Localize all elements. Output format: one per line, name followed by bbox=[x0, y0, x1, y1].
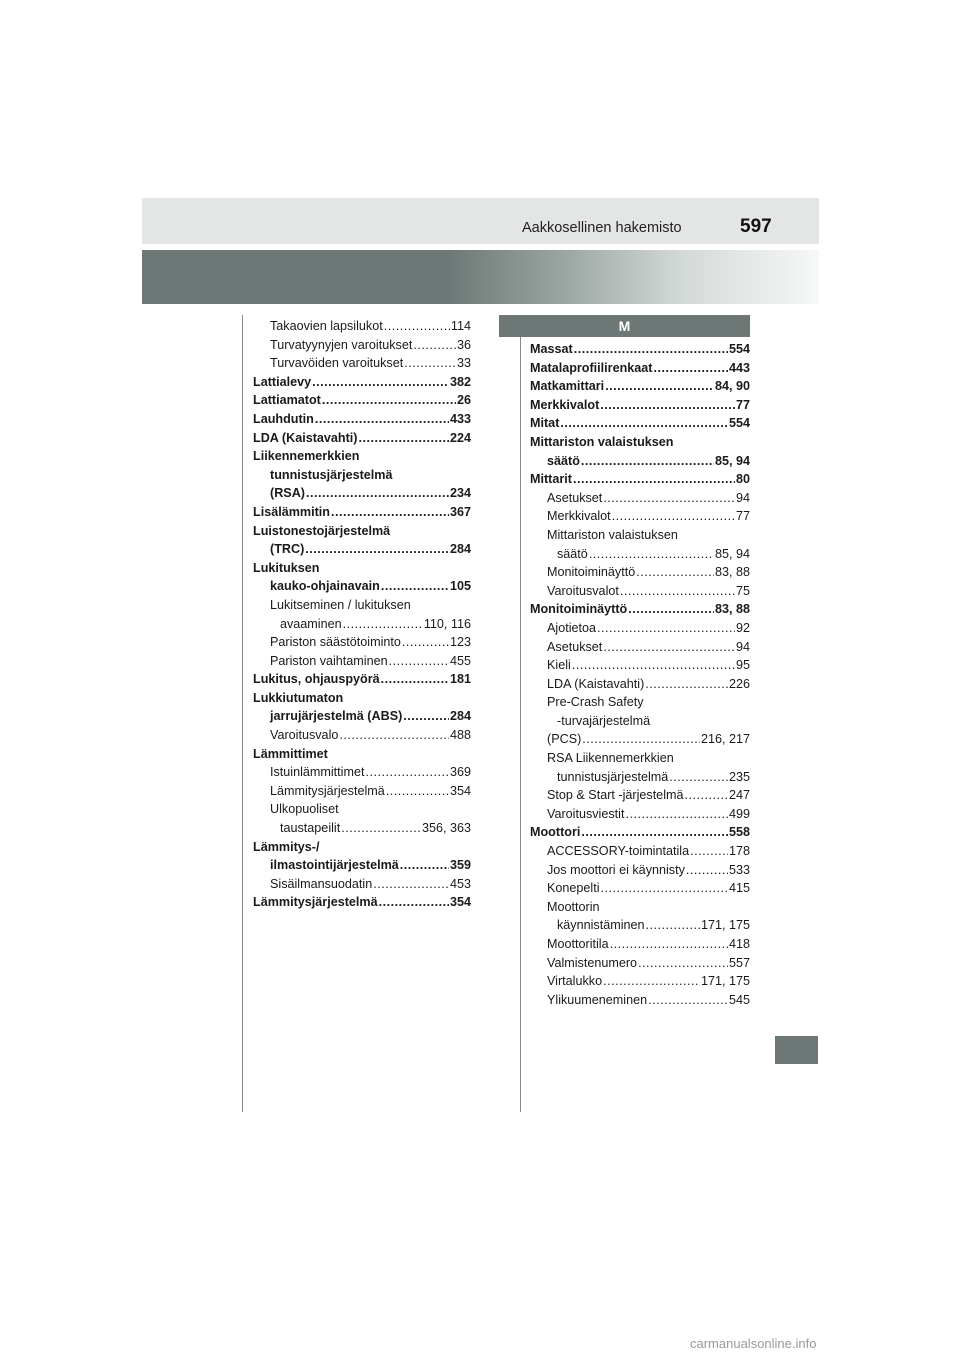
entry-page-ref: 443 bbox=[728, 360, 750, 375]
dot-leader bbox=[312, 373, 449, 392]
index-entry bbox=[530, 359, 750, 378]
index-entry bbox=[530, 470, 750, 489]
dot-leader bbox=[589, 545, 714, 564]
entry-page-ref: 533 bbox=[728, 862, 750, 877]
index-entry bbox=[253, 484, 471, 503]
index-entry: Luistonestojärjestelmä bbox=[253, 523, 391, 538]
entry-term: (TRC) bbox=[270, 542, 305, 557]
watermark: carmanualsonline.info bbox=[690, 1336, 817, 1351]
entry-term: LDA (Kaistavahti) bbox=[253, 430, 358, 445]
entry-term: Takaovien lapsilukot bbox=[270, 319, 383, 333]
dot-leader bbox=[610, 935, 728, 954]
entry-term: Konepelti bbox=[547, 881, 600, 896]
entry-term: Lukitus, ohjauspyörä bbox=[253, 672, 380, 687]
dot-leader bbox=[636, 563, 714, 582]
index-entry bbox=[530, 638, 750, 657]
dot-leader bbox=[560, 414, 728, 433]
index-entry bbox=[253, 707, 471, 726]
index-entry bbox=[253, 615, 471, 634]
index-entry bbox=[530, 842, 750, 861]
index-entry: Liikennemerkkien bbox=[253, 449, 360, 464]
index-entry bbox=[530, 805, 750, 824]
entry-term: Massat bbox=[530, 342, 573, 356]
index-entry: Lämmitys-/ bbox=[253, 839, 320, 854]
index-entry bbox=[530, 507, 750, 526]
entry-page-ref: 216, 217 bbox=[700, 732, 750, 747]
header-banner bbox=[142, 250, 819, 304]
entry-term: säätö bbox=[547, 453, 580, 468]
entry-term: jarrujärjestelmä (ABS) bbox=[270, 709, 403, 724]
index-entry bbox=[530, 916, 750, 935]
entry-page-ref: 33 bbox=[456, 356, 471, 371]
dot-leader bbox=[343, 615, 423, 634]
entry-term: LDA (Kaistavahti) bbox=[547, 676, 645, 691]
index-entry bbox=[253, 429, 471, 448]
dot-leader bbox=[628, 600, 714, 619]
index-entry bbox=[530, 414, 750, 433]
entry-term: säätö bbox=[557, 546, 588, 561]
entry-term: Asetukset bbox=[547, 490, 603, 505]
entry-page-ref: 415 bbox=[728, 881, 750, 896]
entry-page-ref: 83, 88 bbox=[714, 565, 750, 580]
entry-page-ref: 94 bbox=[735, 490, 750, 505]
index-column-left bbox=[253, 317, 471, 912]
entry-term: Lattiamatot bbox=[253, 393, 321, 408]
entry-term: Ylikuumeneminen bbox=[547, 992, 648, 1007]
entry-page-ref: 123 bbox=[449, 635, 471, 650]
entry-term: Asetukset bbox=[547, 639, 603, 654]
index-column-right bbox=[530, 340, 750, 1009]
entry-page-ref: 488 bbox=[449, 728, 471, 743]
entry-page-ref: 356, 363 bbox=[421, 821, 471, 836]
dot-leader bbox=[686, 861, 728, 880]
entry-term: avaaminen bbox=[280, 616, 342, 631]
entry-page-ref: 80 bbox=[735, 472, 750, 487]
entry-page-ref: 171, 175 bbox=[700, 918, 750, 933]
entry-page-ref: 178 bbox=[728, 844, 750, 859]
index-entry bbox=[253, 782, 471, 801]
entry-term: Istuinlämmittimet bbox=[270, 765, 365, 780]
index-entry bbox=[530, 340, 750, 359]
dot-leader bbox=[601, 879, 728, 898]
entry-page-ref: 77 bbox=[735, 509, 750, 524]
dot-leader bbox=[331, 503, 449, 522]
index-entry bbox=[530, 563, 750, 582]
center-divider bbox=[520, 315, 521, 1112]
entry-term: Monitoiminäyttö bbox=[547, 565, 636, 580]
index-entry bbox=[253, 633, 471, 652]
dot-leader bbox=[403, 707, 449, 726]
dot-leader bbox=[315, 410, 449, 429]
entry-term: Mittarit bbox=[530, 472, 572, 487]
entry-page-ref: 354 bbox=[449, 783, 471, 798]
entry-term: (PCS) bbox=[547, 732, 582, 747]
entry-page-ref: 234 bbox=[449, 486, 471, 501]
entry-term: Mitat bbox=[530, 416, 560, 431]
index-entry bbox=[253, 391, 471, 410]
entry-term: Moottori bbox=[530, 825, 581, 840]
index-entry bbox=[530, 452, 750, 471]
index-entry bbox=[530, 489, 750, 508]
left-divider bbox=[242, 315, 243, 1112]
entry-page-ref: 75 bbox=[735, 583, 750, 598]
index-entry bbox=[253, 726, 471, 745]
dot-leader bbox=[603, 972, 700, 991]
index-entry: Moottorin bbox=[547, 899, 600, 914]
index-entry bbox=[253, 856, 471, 875]
entry-page-ref: 284 bbox=[449, 709, 471, 724]
entry-term: Lämmitysjärjestelmä bbox=[270, 783, 385, 798]
dot-leader bbox=[574, 340, 728, 359]
entry-term: Merkkivalot bbox=[547, 509, 611, 524]
section-title: Aakkosellinen hakemisto bbox=[522, 220, 682, 236]
entry-term: Ajotietoa bbox=[547, 620, 597, 635]
entry-page-ref: 83, 88 bbox=[714, 602, 750, 617]
entry-term: Pariston vaihtaminen bbox=[270, 653, 388, 668]
entry-term: Lisälämmitin bbox=[253, 504, 330, 519]
index-entry: tunnistusjärjestelmä bbox=[270, 467, 393, 482]
dot-leader bbox=[600, 396, 735, 415]
entry-page-ref: 84, 90 bbox=[714, 379, 750, 394]
index-entry bbox=[530, 730, 750, 749]
index-entry bbox=[530, 656, 750, 675]
dot-leader bbox=[400, 856, 449, 875]
entry-page-ref: 247 bbox=[728, 788, 750, 803]
index-entry bbox=[253, 893, 471, 912]
index-entry bbox=[530, 377, 750, 396]
dot-leader bbox=[581, 823, 728, 842]
entry-page-ref: 36 bbox=[456, 337, 471, 352]
dot-leader bbox=[648, 991, 728, 1010]
dot-leader bbox=[684, 786, 728, 805]
entry-page-ref: 235 bbox=[728, 769, 750, 784]
entry-page-ref: 359 bbox=[449, 858, 471, 873]
dot-leader bbox=[620, 582, 735, 601]
dot-leader bbox=[646, 916, 700, 935]
entry-term: Kieli bbox=[547, 658, 571, 673]
index-entry bbox=[530, 972, 750, 991]
entry-term: Valmistenumero bbox=[547, 955, 638, 970]
thumb-index-tab bbox=[775, 1036, 818, 1064]
entry-term: Lämmitysjärjestelmä bbox=[253, 895, 378, 910]
entry-term: Varoitusviestit bbox=[547, 806, 625, 821]
index-entry bbox=[253, 503, 471, 522]
index-entry: Mittariston valaistuksen bbox=[547, 527, 678, 542]
entry-page-ref: 226 bbox=[728, 676, 750, 691]
index-entry: Lukkiutumaton bbox=[253, 690, 344, 705]
index-entry: Lukitseminen / lukituksen bbox=[270, 597, 411, 612]
entry-page-ref: 545 bbox=[728, 992, 750, 1007]
entry-term: taustapeilit bbox=[280, 821, 341, 836]
index-entry bbox=[253, 336, 471, 355]
entry-term: Pariston säästötoiminto bbox=[270, 635, 401, 650]
dot-leader bbox=[404, 354, 456, 373]
index-entry bbox=[530, 991, 750, 1010]
dot-leader bbox=[603, 638, 735, 657]
entry-term: Virtalukko bbox=[547, 974, 603, 989]
entry-term: Monitoiminäyttö bbox=[530, 602, 628, 617]
index-entry bbox=[253, 410, 471, 429]
entry-page-ref: 26 bbox=[456, 393, 471, 408]
index-entry bbox=[530, 823, 750, 842]
dot-leader bbox=[625, 805, 728, 824]
entry-term: Turvavöiden varoitukset bbox=[270, 356, 404, 371]
index-entry bbox=[253, 577, 471, 596]
entry-page-ref: 105 bbox=[449, 579, 471, 594]
entry-page-ref: 499 bbox=[728, 806, 750, 821]
index-entry bbox=[253, 875, 471, 894]
index-entry: Pre-Crash Safety bbox=[547, 695, 644, 710]
dot-leader bbox=[384, 317, 450, 336]
index-entry bbox=[530, 619, 750, 638]
entry-term: Matkamittari bbox=[530, 379, 605, 394]
index-entry bbox=[530, 545, 750, 564]
index-entry: -turvajärjestelmä bbox=[557, 713, 651, 728]
index-entry bbox=[530, 396, 750, 415]
index-entry bbox=[253, 354, 471, 373]
entry-page-ref: 367 bbox=[449, 504, 471, 519]
index-entry bbox=[253, 652, 471, 671]
entry-term: Stop & Start -järjestelmä bbox=[547, 788, 684, 803]
index-entry: Ulkopuoliset bbox=[270, 802, 339, 817]
dot-leader bbox=[612, 507, 735, 526]
entry-page-ref: 369 bbox=[449, 765, 471, 780]
dot-leader bbox=[669, 768, 728, 787]
dot-leader bbox=[603, 489, 735, 508]
index-entry bbox=[253, 763, 471, 782]
dot-leader bbox=[359, 429, 449, 448]
dot-leader bbox=[402, 633, 449, 652]
index-entry bbox=[253, 540, 471, 559]
entry-page-ref: 453 bbox=[449, 876, 471, 891]
header-bar bbox=[142, 198, 819, 244]
entry-page-ref: 433 bbox=[449, 411, 471, 426]
dot-leader bbox=[638, 954, 728, 973]
index-entry bbox=[530, 768, 750, 787]
index-entry bbox=[530, 675, 750, 694]
entry-term: tunnistusjärjestelmä bbox=[557, 769, 669, 784]
entry-page-ref: 94 bbox=[735, 639, 750, 654]
entry-page-ref: 455 bbox=[449, 653, 471, 668]
dot-leader bbox=[645, 675, 728, 694]
dot-leader bbox=[389, 652, 449, 671]
dot-leader bbox=[306, 484, 449, 503]
entry-term: Merkkivalot bbox=[530, 397, 600, 412]
entry-term: ilmastointijärjestelmä bbox=[270, 858, 399, 873]
dot-leader bbox=[653, 359, 728, 378]
index-entry bbox=[530, 600, 750, 619]
dot-leader bbox=[365, 763, 449, 782]
index-entry bbox=[253, 373, 471, 392]
dot-leader bbox=[339, 726, 449, 745]
index-entry bbox=[253, 670, 471, 689]
entry-page-ref: 171, 175 bbox=[700, 974, 750, 989]
entry-page-ref: 85, 94 bbox=[714, 546, 750, 561]
entry-term: Sisäilmansuodatin bbox=[270, 876, 373, 891]
dot-leader bbox=[597, 619, 735, 638]
entry-page-ref: 382 bbox=[449, 374, 471, 389]
entry-page-ref: 92 bbox=[735, 620, 750, 635]
entry-page-ref: 110, 116 bbox=[423, 616, 471, 631]
dot-leader bbox=[581, 452, 714, 471]
entry-term: Matalaprofiilirenkaat bbox=[530, 360, 653, 375]
dot-leader bbox=[413, 336, 456, 355]
entry-term: Jos moottori ei käynnisty bbox=[547, 862, 685, 877]
dot-leader bbox=[341, 819, 421, 838]
entry-page-ref: 354 bbox=[449, 895, 471, 910]
index-entry bbox=[530, 954, 750, 973]
entry-page-ref: 558 bbox=[728, 825, 750, 840]
index-entry bbox=[530, 879, 750, 898]
entry-page-ref: 418 bbox=[728, 937, 750, 951]
entry-page-ref: 114 bbox=[450, 319, 471, 333]
entry-page-ref: 284 bbox=[449, 542, 471, 557]
entry-term: ACCESSORY-toimintatila bbox=[547, 844, 690, 859]
entry-term: Moottoritila bbox=[547, 937, 609, 951]
dot-leader bbox=[605, 377, 714, 396]
entry-page-ref: 224 bbox=[449, 430, 471, 445]
dot-leader bbox=[582, 730, 700, 749]
entry-page-ref: 181 bbox=[449, 672, 471, 687]
index-entry: RSA Liikennemerkkien bbox=[547, 751, 674, 766]
dot-leader bbox=[386, 782, 449, 801]
entry-page-ref: 77 bbox=[735, 397, 750, 412]
index-entry bbox=[253, 819, 471, 838]
entry-term: Turvatyynyjen varoitukset bbox=[270, 337, 413, 352]
entry-page-ref: 85, 94 bbox=[714, 453, 750, 468]
dot-leader bbox=[573, 470, 735, 489]
entry-term: Lattialevy bbox=[253, 374, 312, 389]
entry-page-ref: 554 bbox=[728, 342, 750, 356]
page-number: 597 bbox=[740, 216, 772, 237]
index-entry bbox=[253, 317, 471, 336]
dot-leader bbox=[305, 540, 449, 559]
dot-leader bbox=[572, 656, 735, 675]
entry-page-ref: 95 bbox=[735, 658, 750, 673]
index-entry bbox=[530, 861, 750, 880]
entry-page-ref: 557 bbox=[728, 955, 750, 970]
entry-term: käynnistäminen bbox=[557, 918, 645, 933]
index-entry: Lukituksen bbox=[253, 560, 320, 575]
dot-leader bbox=[381, 577, 449, 596]
entry-term: kauko-ohjainavain bbox=[270, 579, 380, 594]
dot-leader bbox=[379, 893, 449, 912]
index-entry bbox=[530, 786, 750, 805]
section-letter-heading: M bbox=[499, 315, 750, 337]
index-entry bbox=[530, 935, 750, 954]
entry-page-ref: 554 bbox=[728, 416, 750, 431]
dot-leader bbox=[381, 670, 449, 689]
dot-leader bbox=[373, 875, 449, 894]
index-entry bbox=[530, 582, 750, 601]
entry-term: (RSA) bbox=[270, 486, 305, 501]
index-entry: Mittariston valaistuksen bbox=[530, 434, 674, 449]
entry-term: Varoitusvalot bbox=[547, 583, 619, 598]
dot-leader bbox=[690, 842, 728, 861]
index-entry: Lämmittimet bbox=[253, 746, 328, 761]
entry-term: Lauhdutin bbox=[253, 411, 314, 426]
dot-leader bbox=[322, 391, 456, 410]
entry-term: Varoitusvalo bbox=[270, 728, 339, 743]
